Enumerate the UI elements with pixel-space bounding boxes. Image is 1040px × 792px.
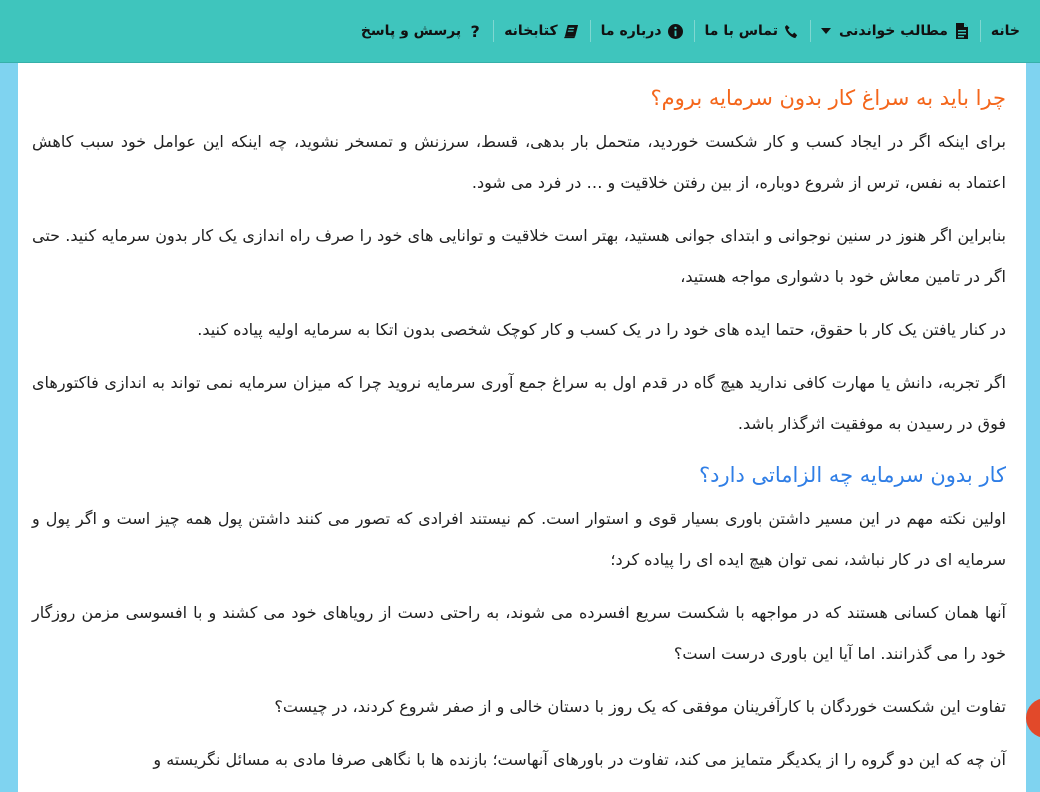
nav-item-library[interactable]: [494, 0, 589, 62]
info-icon: [668, 23, 684, 39]
article-paragraph: برای اینکه اگر در ایجاد کسب و کار شکست خوردید، متحمل بار بدهی، قسط، سرزنش و تمسخر نشوید، چه اینکه این عوامل خود سبب کاهش اعتماد به نفس، ترس از شروع دوباره، از بین رفتن خلاقیت و … در فرد می شود.: [32, 132, 1006, 192]
article-paragraph: آنها همان کسانی هستند که در مواجهه با شکست سریع افسرده می شوند، به راحتی دست از رویاهای خود می کشند و با افسوسی مزمن روزگار خود را می گذرانند. اما آیا این باوری درست است؟: [32, 603, 1006, 663]
nav-item-label: کتابخانه: [504, 23, 558, 39]
chevron-down-icon: [821, 28, 831, 34]
nav-item-label: خانه: [990, 23, 1020, 39]
nav-divider: [694, 20, 695, 42]
article-heading-why: چرا باید به سراغ کار بدون سرمایه بروم؟: [650, 86, 1006, 110]
nav-item-label: پرسش و پاسخ: [360, 23, 462, 39]
nav-item-faq[interactable]: [351, 0, 493, 62]
article-paragraph: تفاوت این شکست خوردگان با کارآفرینان موفقی که یک روز با دستان خالی و از صفر شروع کردند، در چیست؟: [274, 697, 1006, 716]
nav-divider: [980, 20, 981, 42]
article-paragraph: اولین نکته مهم در این مسیر داشتن باوری بسیار قوی و استوار است. کم نیستند افرادی که تصور می کنند داشتن پول همه چیز است و اگر پول و سرمایه ای در کار نباشد، نمی توان هیچ ایده ای را پیاده کرد؛: [32, 509, 1006, 569]
nav-item-reading-articles[interactable]: [811, 0, 980, 62]
nav-item-label: مطالب خواندنی: [838, 23, 948, 39]
floating-side-button[interactable]: [1026, 698, 1040, 738]
article-heading-requirements: کار بدون سرمایه چه الزاماتی دارد؟: [699, 463, 1006, 487]
article-paragraph: در کنار یافتن یک کار با حقوق، حتما ایده های خود را در یک کسب و کار کوچک شخصی بدون اتکا به سرمایه اولیه پیاده کنید.: [197, 320, 1006, 339]
nav-item-contact[interactable]: [695, 0, 810, 62]
nav-divider: [493, 20, 494, 42]
phone-icon: [784, 23, 800, 39]
question-icon: ?: [470, 21, 480, 41]
document-icon: [954, 23, 970, 39]
top-navbar: [0, 0, 1040, 63]
nav-item-home[interactable]: [981, 0, 1030, 62]
nav-item-about[interactable]: [591, 0, 694, 62]
book-icon: [564, 23, 580, 39]
nav-divider: [590, 20, 591, 42]
article-content: [18, 63, 1026, 792]
nav-divider: [810, 20, 811, 42]
nav-item-label: درباره ما: [600, 23, 662, 39]
article-paragraph: آن چه که این دو گروه را از یکدیگر متمایز می کند، تفاوت در باورهای آنهاست؛ بازنده ها با نگاهی صرفا مادی به مسائل نگریسته و: [153, 750, 1006, 769]
article-paragraph: بنابراین اگر هنوز در سنین نوجوانی و ابتدای جوانی هستید، بهتر است خلاقیت و توانایی های خود را صرف راه اندازی یک کار بدون سرمایه کنید. حتی اگر در تامین معاش خود با دشواری مواجه هستید،: [32, 226, 1006, 286]
nav-menu: [0, 0, 1040, 62]
article-paragraph: اگر تجربه، دانش یا مهارت کافی ندارید هیچ گاه در قدم اول به سراغ جمع آوری سرمایه نروید چرا که میزان سرمایه نمی تواند به اندازی فاکتورهای فوق در رسیدن به موفقیت اثرگذار باشد.: [32, 373, 1006, 433]
nav-item-label: تماس با ما: [704, 23, 778, 39]
